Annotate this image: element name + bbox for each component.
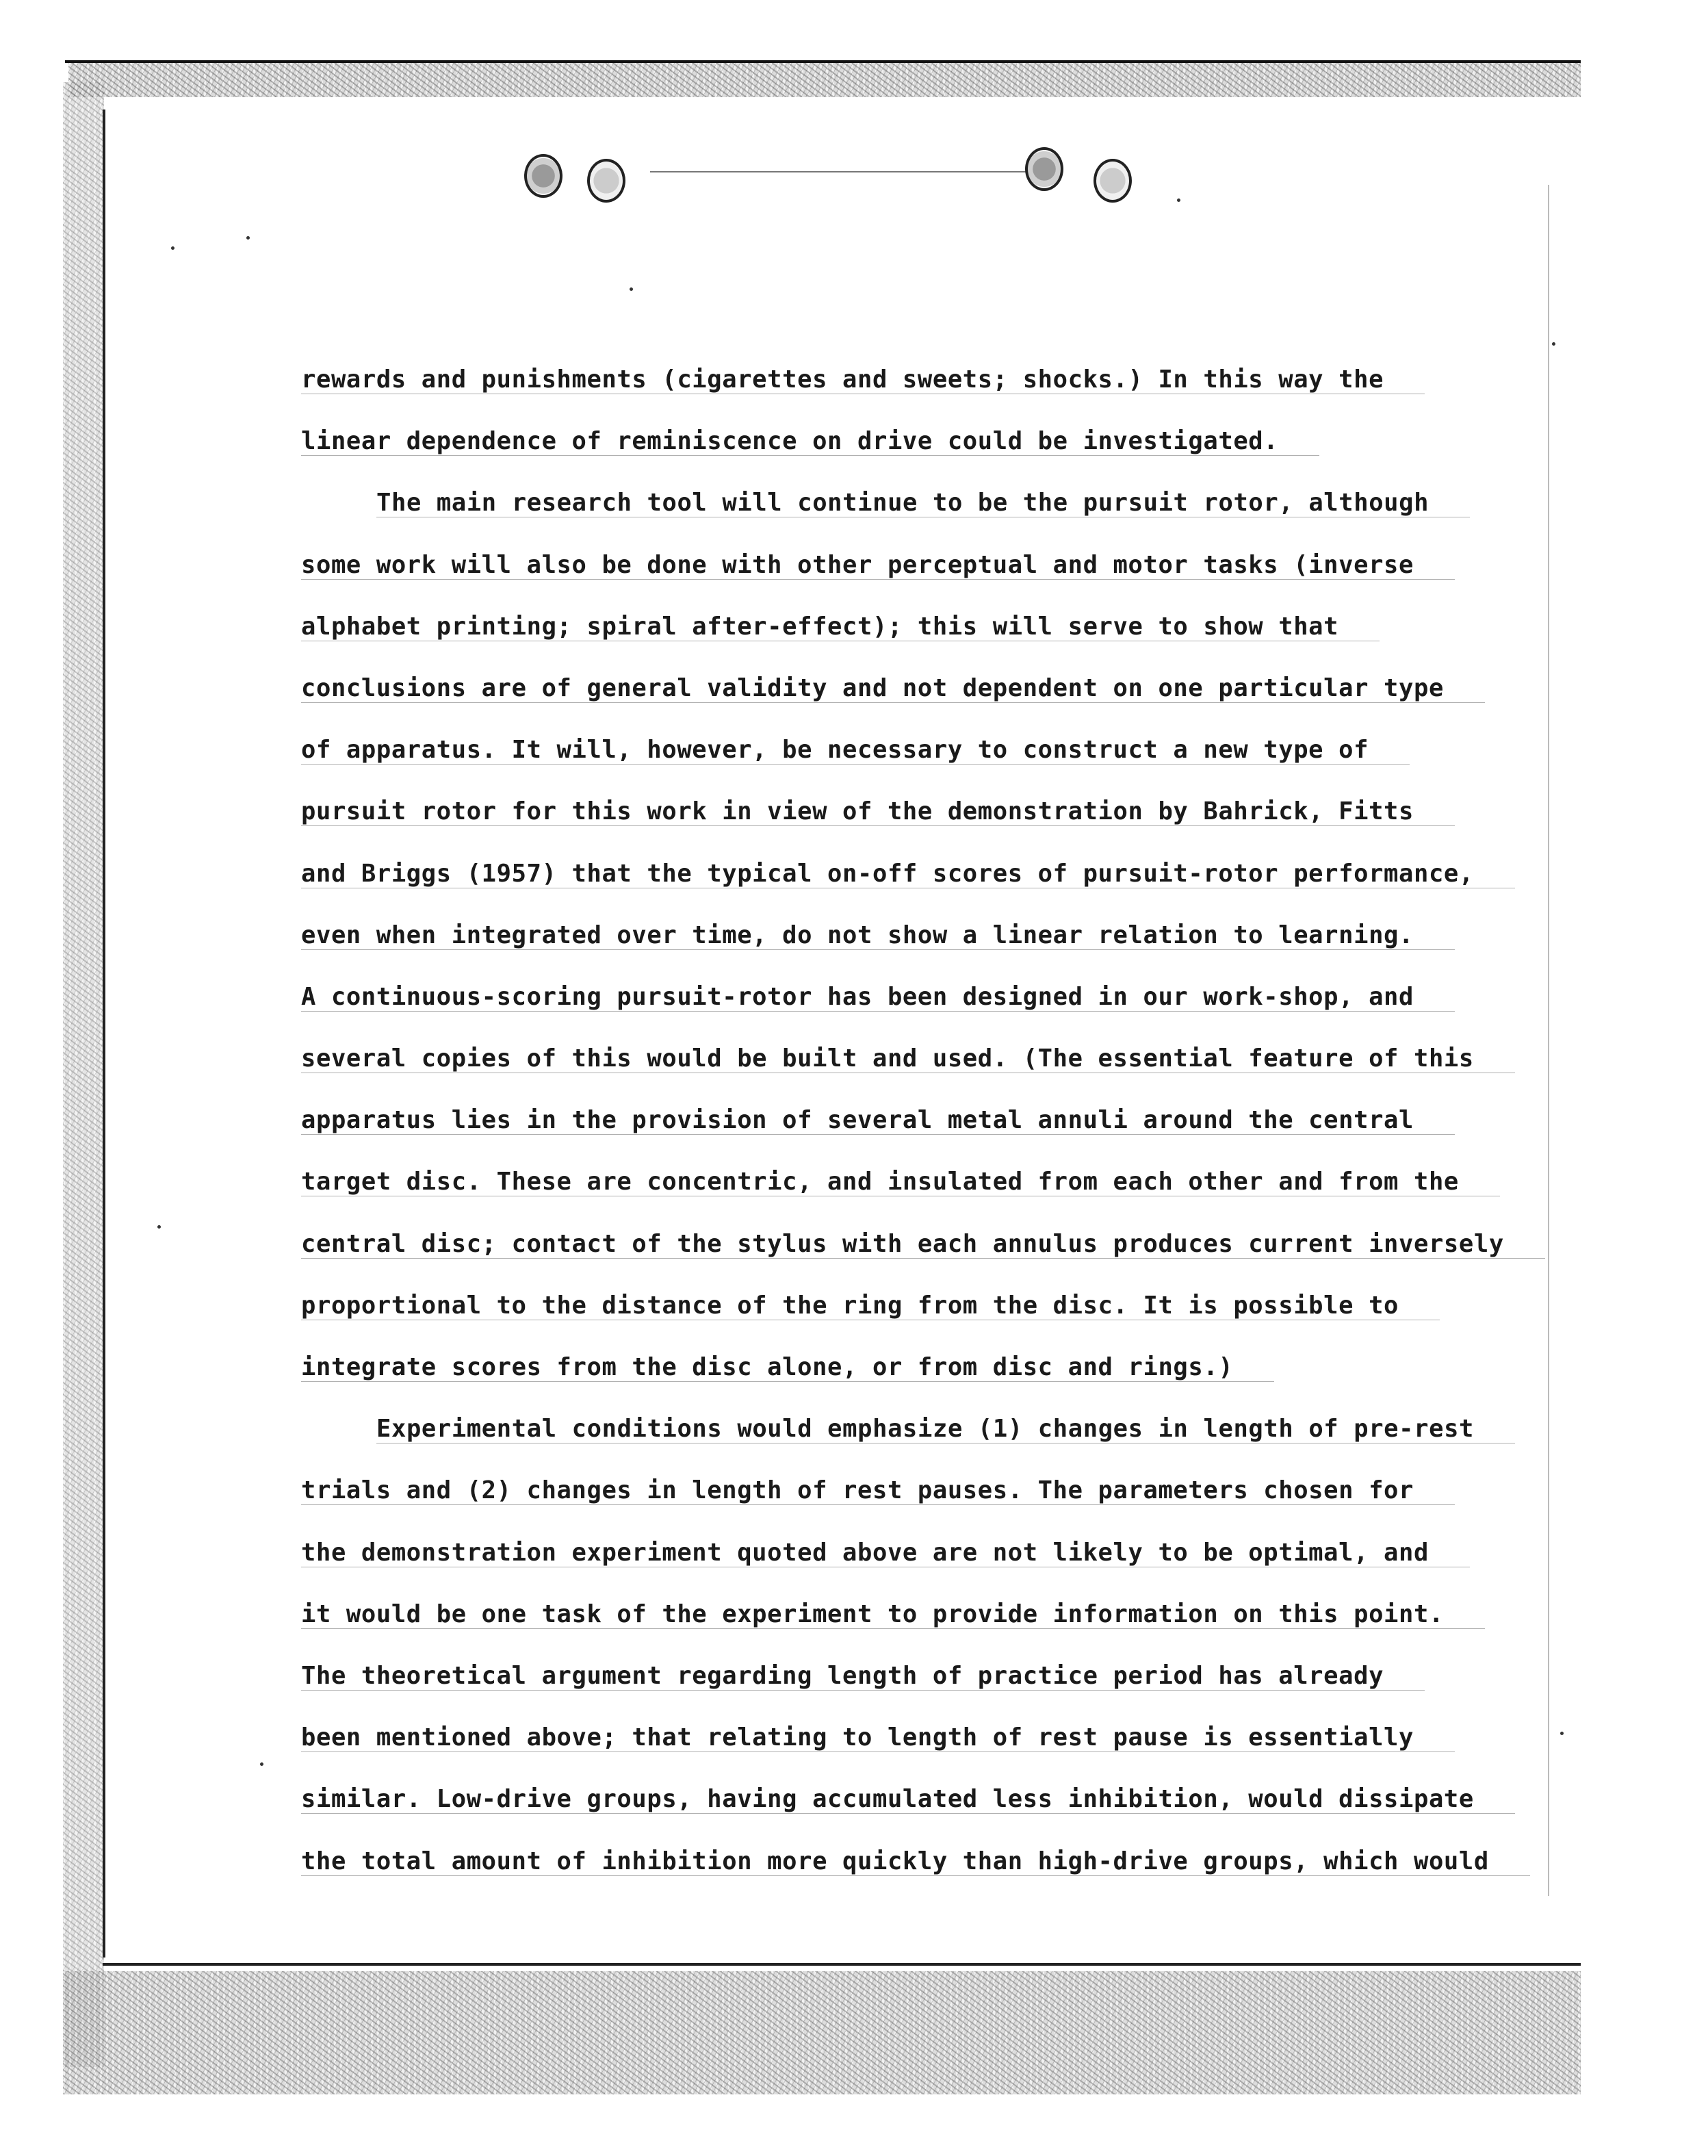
- hole-connector-line: [650, 171, 1026, 172]
- text-line: several copies of this would be built and used. (The essential feature of this: [301, 1028, 1553, 1090]
- text-line: even when integrated over time, do not show a linear relation to learning.: [301, 905, 1553, 966]
- scan-speck: [171, 246, 174, 250]
- text-line: of apparatus. It will, however, be necessary to construct a new type of: [301, 719, 1553, 781]
- scan-speck: [246, 236, 250, 240]
- typewritten-text: [301, 349, 1553, 1892]
- text-line: proportional to the distance of the ring from the disc. It is possible to: [301, 1275, 1553, 1337]
- text-line: been mentioned above; that relating to length of rest pause is essentially: [301, 1707, 1553, 1769]
- text-line: similar. Low-drive groups, having accumulated less inhibition, would dissipate: [301, 1769, 1553, 1830]
- text-line: apparatus lies in the provision of several metal annuli around the central: [301, 1090, 1553, 1151]
- punch-hole-4: [1094, 159, 1132, 203]
- page-edge-left: [103, 110, 105, 1958]
- text-line: central disc; contact of the stylus with each annulus produces current inversely: [301, 1214, 1553, 1275]
- scan-speck: [157, 1225, 161, 1229]
- text-line: some work will also be done with other perceptual and motor tasks (inverse: [301, 535, 1553, 596]
- text-line: target disc. These are concentric, and insulated from each other and from the: [301, 1151, 1553, 1213]
- text-line: alphabet printing; spiral after-effect); this will serve to show that: [301, 596, 1553, 658]
- page-edge-top: [65, 60, 1581, 63]
- text-line: trials and (2) changes in length of rest pauses. The parameters chosen for: [301, 1460, 1553, 1522]
- scan-noise-top: [68, 63, 1581, 97]
- punch-hole-2: [587, 159, 625, 203]
- scan-speck: [1560, 1732, 1564, 1735]
- text-line: the demonstration experiment quoted above are not likely to be optimal, and: [301, 1522, 1553, 1584]
- text-line: A continuous-scoring pursuit-rotor has been designed in our work-shop, and: [301, 966, 1553, 1028]
- text-line: it would be one task of the experiment to provide information on this point.: [301, 1584, 1553, 1645]
- scan-noise-left: [63, 82, 104, 2067]
- text-line: conclusions are of general validity and not dependent on one particular type: [301, 658, 1553, 719]
- text-line: pursuit rotor for this work in view of the demonstration by Bahrick, Fitts: [301, 781, 1553, 843]
- text-line: Experimental conditions would emphasize (1) changes in length of pre-rest: [301, 1398, 1553, 1460]
- punch-hole-1: [524, 154, 562, 198]
- text-line: The theoretical argument regarding length of practice period has already: [301, 1645, 1553, 1707]
- text-line: rewards and punishments (cigarettes and sweets; shocks.) In this way the: [301, 349, 1553, 411]
- text-line: and Briggs (1957) that the typical on-off scores of pursuit-rotor performance,: [301, 843, 1553, 905]
- text-line: the total amount of inhibition more quickly than high-drive groups, which would: [301, 1831, 1553, 1892]
- scan-noise-bottom: [63, 1971, 1581, 2094]
- text-line: The main research tool will continue to be the pursuit rotor, although: [301, 472, 1553, 534]
- scan-speck: [1177, 198, 1180, 202]
- text-line: linear dependence of reminiscence on drive could be investigated.: [301, 411, 1553, 472]
- text-line: integrate scores from the disc alone, or from disc and rings.): [301, 1337, 1553, 1398]
- scan-speck: [260, 1762, 263, 1766]
- scan-speck: [1552, 342, 1555, 346]
- punch-hole-3: [1025, 147, 1063, 191]
- scan-speck: [630, 287, 633, 291]
- page-edge-bottom: [103, 1963, 1581, 1966]
